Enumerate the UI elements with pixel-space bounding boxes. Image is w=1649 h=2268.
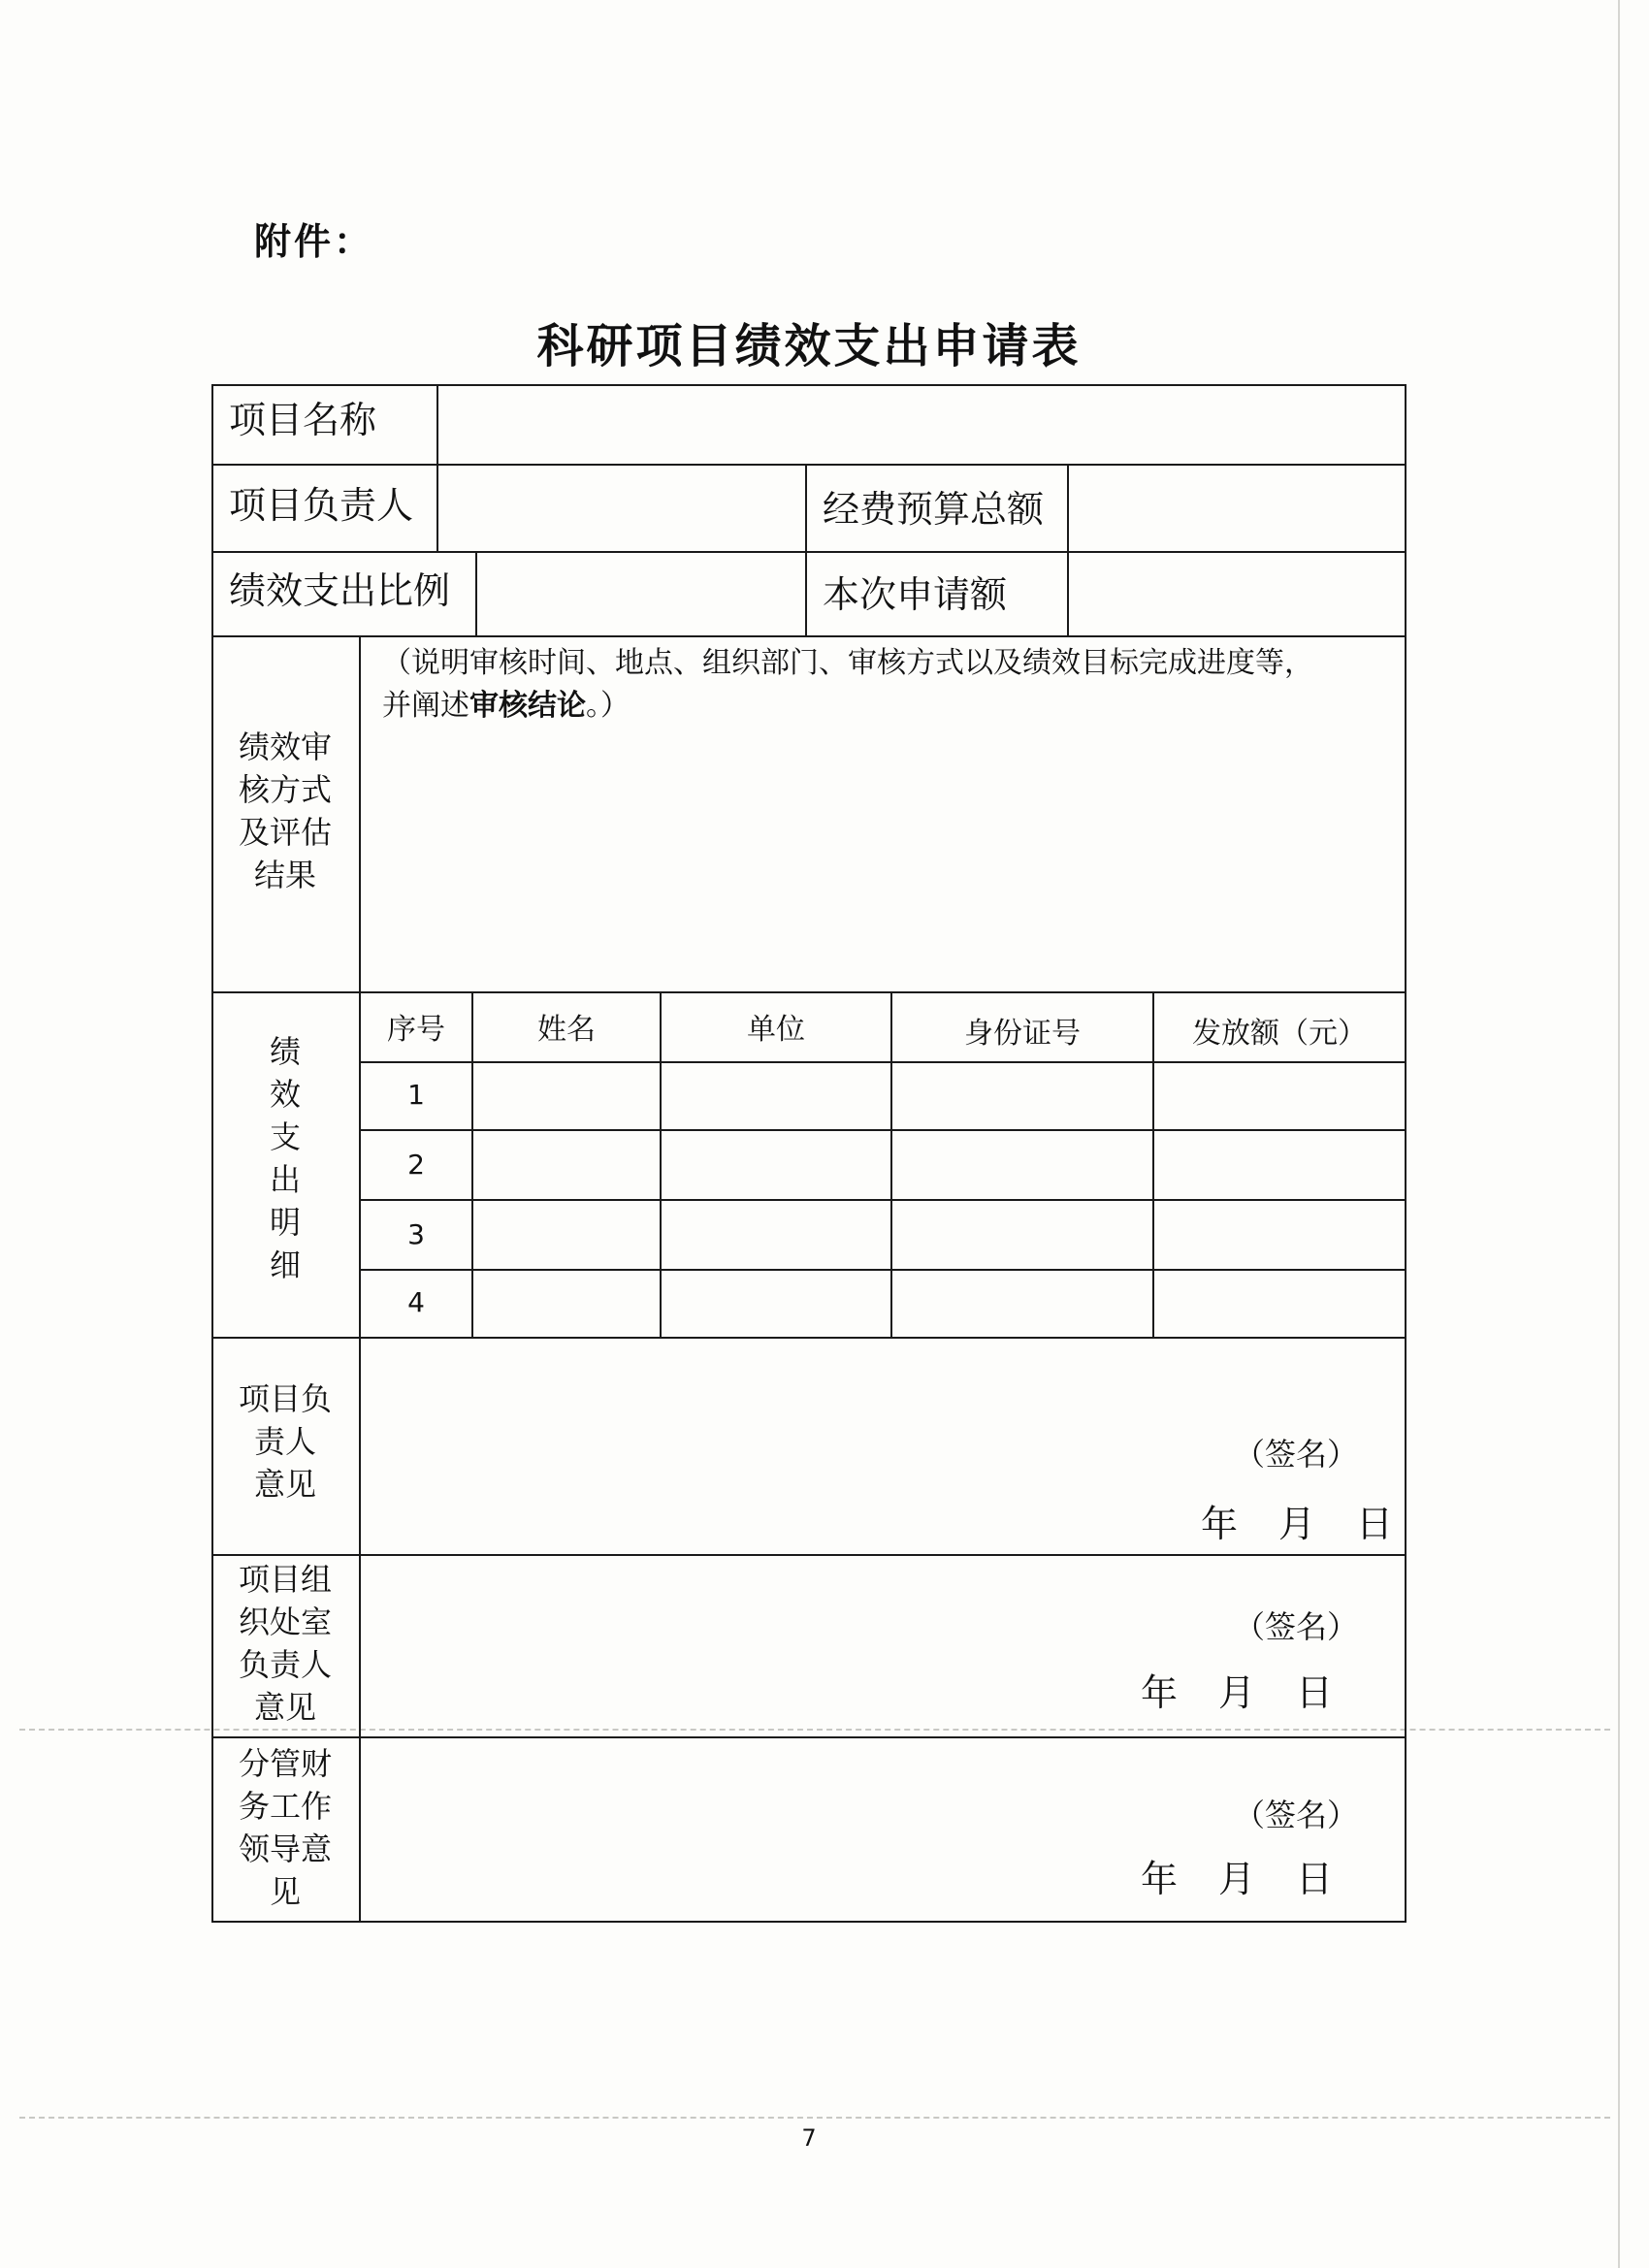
label-line: 项目组 <box>238 1561 332 1598</box>
label-line: 见 <box>269 1873 301 1910</box>
current-amount-label: 本次申请额 <box>823 573 1008 616</box>
col-divider <box>805 464 807 637</box>
row-number: 4 <box>407 1286 425 1318</box>
label-line: 领导意 <box>238 1831 332 1867</box>
form-title: 科研项目绩效支出申请表 <box>536 319 1082 373</box>
label-char: 效 <box>269 1076 301 1113</box>
label-line: 核方式 <box>238 771 332 808</box>
date-label: 年 月 日 <box>1141 1671 1336 1714</box>
label-char: 细 <box>269 1247 301 1283</box>
review-instructions <box>382 642 1401 728</box>
label-line: 结果 <box>253 857 316 893</box>
row-divider <box>211 464 1406 466</box>
label-line: 务工作 <box>238 1788 332 1825</box>
row-number: 2 <box>407 1149 425 1181</box>
header-seq: 序号 <box>387 1013 445 1047</box>
budget-total-field[interactable] <box>1071 468 1403 549</box>
detail-row-divider <box>359 1061 1406 1063</box>
project-name-field[interactable] <box>440 388 1403 462</box>
label-char: 绩 <box>269 1033 301 1070</box>
signature-label: （签名） <box>1234 1797 1359 1833</box>
row-divider <box>211 551 1406 553</box>
header-name: 姓名 <box>537 1013 596 1047</box>
signature-label: （签名） <box>1234 1608 1359 1645</box>
review-label <box>213 726 357 896</box>
label-char: 明 <box>269 1204 301 1241</box>
signature-label: （签名） <box>1234 1436 1359 1473</box>
row-number: 1 <box>407 1079 425 1111</box>
review-field[interactable] <box>369 737 1401 988</box>
label-char: 出 <box>269 1161 301 1198</box>
detail-row-divider <box>359 1269 1406 1271</box>
label-line: 责人 <box>253 1423 316 1460</box>
date-label: 年 月 日 <box>1141 1858 1336 1900</box>
col-divider <box>1067 464 1069 637</box>
scan-line-bottom <box>19 2117 1610 2119</box>
project-name-label: 项目名称 <box>229 399 377 441</box>
label-line: 绩效审 <box>238 729 332 765</box>
org-office-opinion-label <box>213 1558 357 1729</box>
finance-leader-opinion-label <box>213 1742 357 1913</box>
col-divider <box>475 551 477 637</box>
note-line: 并阐述审核结论。） <box>382 689 630 723</box>
header-id-number: 身份证号 <box>964 1017 1081 1051</box>
col-divider <box>359 635 361 1923</box>
col-divider <box>436 464 438 553</box>
row-divider <box>211 1554 1406 1556</box>
label-line: 分管财 <box>238 1745 332 1782</box>
note-line: （说明审核时间、地点、组织部门、审核方式以及绩效目标完成进度等， <box>382 646 1313 680</box>
budget-total-label: 经费预算总额 <box>823 488 1045 531</box>
page-edge <box>1618 0 1620 2268</box>
performance-ratio-label: 绩效支出比例 <box>229 569 451 612</box>
project-leader-label: 项目负责人 <box>229 484 414 527</box>
label-char: 支 <box>269 1118 301 1155</box>
row-divider <box>211 635 1406 637</box>
detail-row-divider <box>359 1199 1406 1201</box>
label-line: 及评估 <box>238 814 332 851</box>
current-amount-field[interactable] <box>1071 555 1403 632</box>
row-divider <box>211 991 1406 993</box>
leader-opinion-label <box>213 1377 357 1506</box>
label-line: 意见 <box>253 1466 316 1503</box>
label-line: 织处室 <box>238 1604 332 1640</box>
row-number: 3 <box>407 1218 425 1250</box>
header-amount: 发放额（元） <box>1192 1017 1367 1051</box>
details-label <box>213 1030 357 1286</box>
attachment-label: 附件： <box>254 220 374 263</box>
project-leader-field[interactable] <box>440 468 801 549</box>
page-number: 7 <box>801 2124 817 2152</box>
header-unit: 单位 <box>747 1013 805 1047</box>
performance-ratio-field[interactable] <box>479 555 801 632</box>
col-divider <box>436 384 438 466</box>
row-divider <box>211 1337 1406 1339</box>
label-line: 项目负 <box>238 1380 332 1417</box>
detail-row-divider <box>359 1129 1406 1131</box>
label-line: 负责人 <box>238 1646 332 1683</box>
date-label: 年 月 日 <box>1201 1503 1396 1545</box>
row-divider <box>211 1736 1406 1738</box>
label-line: 意见 <box>253 1689 316 1726</box>
